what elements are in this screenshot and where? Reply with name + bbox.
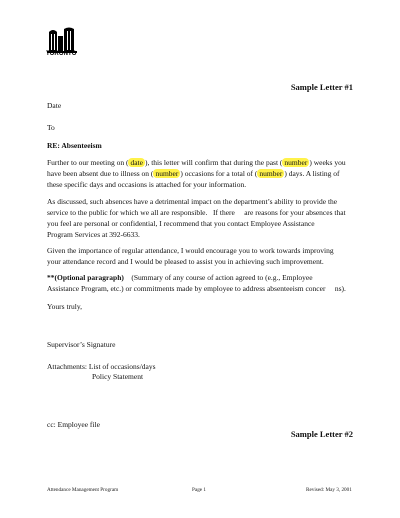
paragraph-4-line-2: Assistance Program, etc.) or commitments made by employee to address absenteeism concer ns). — [47, 284, 346, 293]
text-segment: ), this letter will confirm that during the past ( — [144, 158, 283, 167]
sample-letter-2-heading: Sample Letter #2 — [290, 429, 353, 439]
text-segment: ) days. A listing of — [284, 169, 340, 178]
paragraph-4 — [47, 272, 357, 294]
attachments-policy-statement: Policy Statement — [92, 372, 144, 381]
re-line: RE: Absenteeism — [47, 141, 102, 150]
date-field: Date — [47, 101, 62, 110]
number-placeholder: number — [284, 158, 308, 167]
to-field: To — [47, 123, 55, 132]
closing: Yours truly, — [47, 302, 83, 311]
paragraph-2-line-4: Program Services at 392-6633. — [47, 230, 140, 239]
attachments-line: Attachments: List of occasions/days — [47, 362, 156, 371]
footer-page-number: Page 1 — [192, 487, 206, 493]
paragraph-3-line-1: Given the importance of regular attendance, I would encourage you to work towards improving — [47, 246, 334, 255]
footer-left: Attendance Management Program — [47, 487, 119, 493]
footer-revised-date: Revised: May 3, 2001 — [306, 487, 352, 493]
paragraph-1-line-1 — [47, 157, 357, 168]
text-segment: have been absent due to illness on ( — [47, 169, 154, 178]
logo-wordmark: TORONTO — [46, 51, 77, 57]
paragraph-2-line-1: As discussed, such absences have a detrimental impact on the department’s ability to provide the — [47, 197, 338, 206]
paragraph-2-line-2: service to the public for which we all are responsible. If there are reasons for your absences that — [47, 208, 346, 217]
supervisor-signature: Supervisor’s Signature — [47, 340, 116, 349]
cc-line: cc: Employee file — [47, 420, 100, 429]
paragraph-4-line-1 — [47, 272, 357, 283]
number-placeholder: number — [155, 169, 179, 178]
paragraph-1-line-3: these specific days and occasions is attached for your information. — [47, 180, 247, 189]
paragraph-1 — [47, 157, 357, 190]
optional-paragraph-label: **(Optional paragraph) — [47, 273, 124, 282]
text-segment: ) weeks you — [309, 158, 346, 167]
paragraph-3-line-2: your attendance record and I would be pleased to assist you in achieving such improvement. — [47, 257, 324, 266]
date-placeholder: date — [130, 158, 143, 167]
text-segment: ) occasions for a total of ( — [180, 169, 258, 178]
paragraph-2-line-3: you feel are personal or confidential, I recommend that you contact Employee Assistance — [47, 219, 315, 228]
paragraph-1-line-2 — [47, 168, 357, 179]
sample-letter-1-heading: Sample Letter #1 — [290, 82, 353, 92]
text-segment: (Summary of any course of action agreed to (e.g., Employee — [123, 273, 313, 282]
paragraph-2 — [47, 196, 357, 240]
paragraph-3 — [47, 245, 357, 267]
text-segment: Further to our meeting on ( — [47, 158, 129, 167]
number-placeholder: number — [259, 169, 283, 178]
